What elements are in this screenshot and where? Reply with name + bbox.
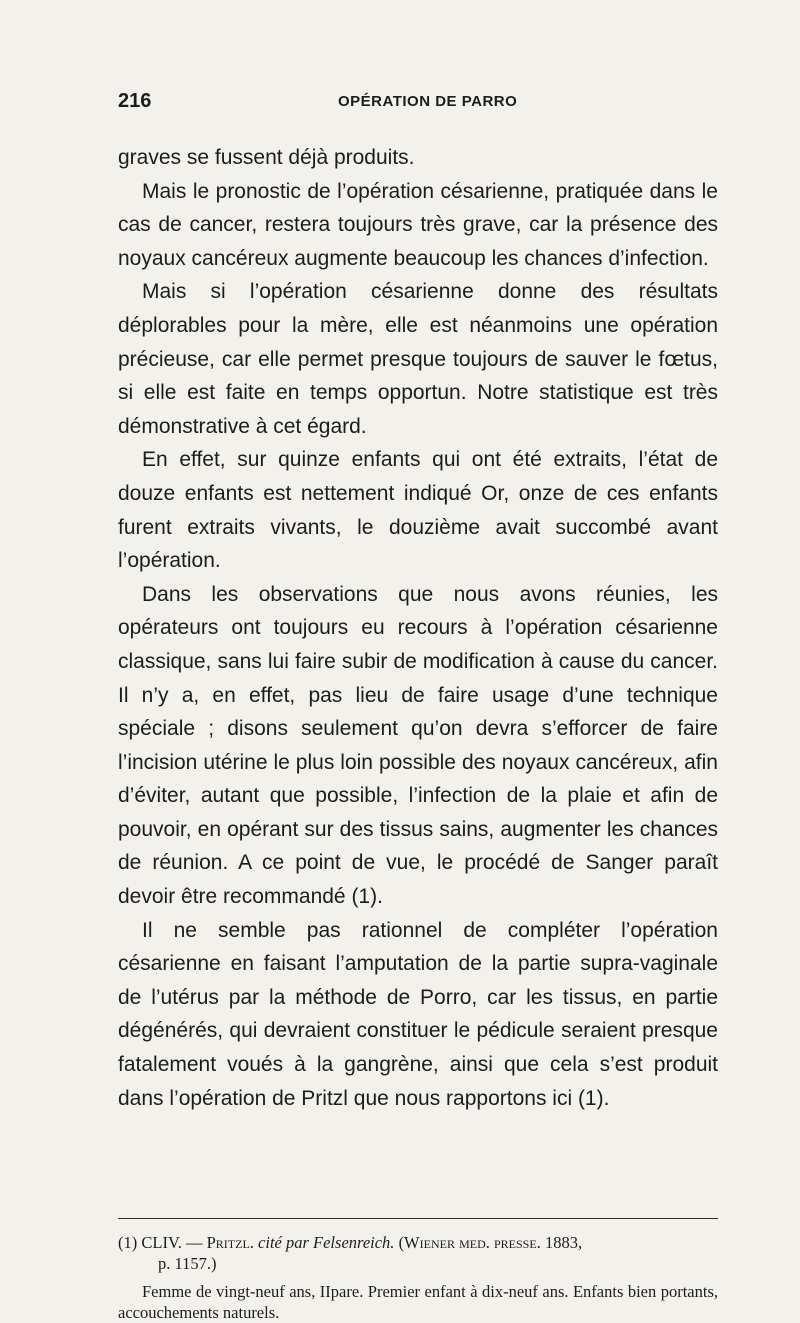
paragraph: En effet, sur quinze enfants qui ont été extraits, l’état de douze enfants est nettement indiqué Or, onze de ces enfants furent extraits vivants, le douzième avait succombé avant l’opération.: [118, 448, 718, 573]
running-title: OPÉRATION DE PARRO: [338, 93, 518, 110]
footnote-cited: cité par Felsenreich.: [258, 1233, 395, 1252]
footnote-reference: [118, 1232, 718, 1253]
paragraph: Il ne semble pas rationnel de compléter l’opération césarienne en faisant l’amputation de la partie supra-vaginale de l’utérus par la méthode de Porro, car les tissus, en partie dégénérés, qui devraient constituer le pédicule seraient presque fatalement voués à la gangrène, ainsi que cela s’est produit dans l’opération de Pritzl que nous rapportons ici (1).: [118, 918, 718, 1110]
observation-number: CLIV.: [141, 1233, 182, 1252]
paragraph: Mais si l’opération césarienne donne des résultats déplorables pour la mère, elle est néanmoins une opération précieuse, car elle permet presque toujours de sauver le fœtus, si elle est faite en temps opportun. Notre statistique est très démonstrative à cet égard.: [118, 280, 718, 438]
footnote-case-description: Femme de vingt-neuf ans, IIpare. Premier enfant à dix-neuf ans. Enfants bien portants, accouchements naturels.: [118, 1282, 718, 1322]
footnote-dash: —: [186, 1233, 203, 1252]
page-number: 216: [118, 90, 152, 112]
footnote-author: Pritzl.: [206, 1233, 254, 1252]
footnote-journal: (Wiener med. presse.: [398, 1233, 541, 1252]
footnote-year: 1883,: [544, 1233, 583, 1252]
paragraph: Mais le pronostic de l’opération césarienne, pratiquée dans le cas de cancer, restera toujours très grave, car la présence des noyaux cancéreux augmente beaucoup les chances d’infection.: [118, 179, 718, 270]
body-text: [118, 141, 718, 1115]
footnote-marker: (1): [118, 1233, 138, 1252]
paragraph: Dans les observations que nous avons réunies, les opérateurs ont toujours eu recours à l’opération césarienne classique, sans lui faire subir de modification à cause du cancer. Il n’y a, en effet, pas lieu de faire usage d’une technique spéciale ; disons seulement qu’on devra s’efforcer de faire l’incision utérine le plus loin possible des noyaux cancéreux, afin d’éviter, autant que possible, l’infection de la plaie et afin de pouvoir, en opérant sur des tissus sains, augmenter les chances de réunion. A ce point de vue, le procédé de Sanger paraît devoir être recommandé (1).: [118, 582, 718, 909]
footnote-page-ref: p. 1157.): [158, 1254, 217, 1273]
footnote-separator: [118, 1218, 718, 1219]
footnote: [118, 1232, 718, 1323]
paragraph-continuation: graves se fussent déjà produits.: [118, 146, 415, 169]
running-head: [118, 90, 718, 114]
